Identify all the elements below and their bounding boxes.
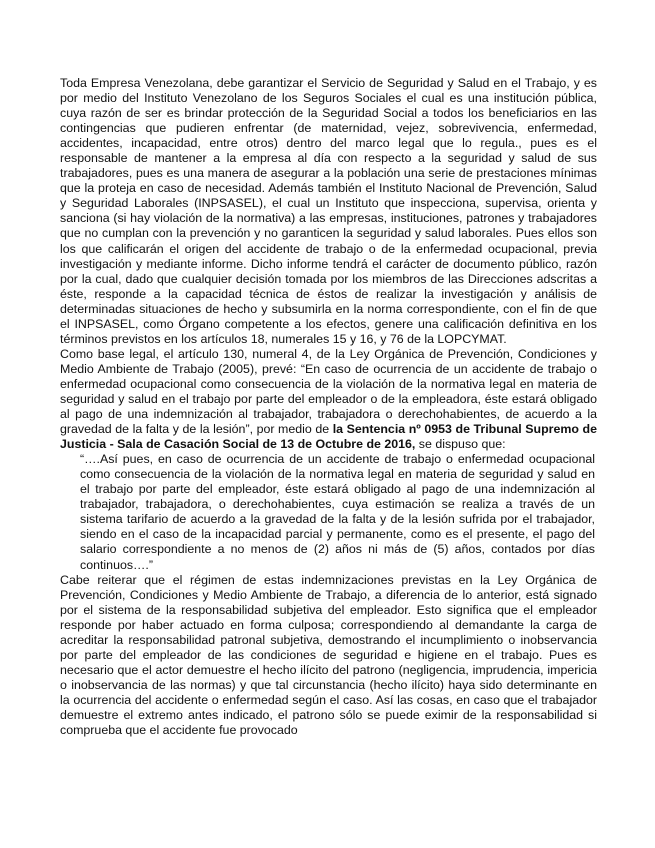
paragraph-2	[60, 347, 597, 452]
block-quote: “….Así pues, en caso de ocurrencia de un accidente de trabajo o enfermedad ocupacional como consecuencia de la violación de la normativa legal en materia de seguridad y salud en el trabajo por parte del empleador, éste estará obligado al pago de una indemnización al trabajador, trabajadora, o derechohabientes, cuya estimación se realiza a través de un sistema tarifario de acuerdo a la gravedad de la falta y de la lesión sufrida por el trabajador, siendo en el caso de la incapacidad parcial y permanente, como es el presente, el pago del salario correspondiente a no menos de (2) años ni más de (5) años, contados por días continuos….”	[80, 452, 595, 572]
paragraph-2-text: Como base legal, el artículo 130, numeral 4, de la Ley Orgánica de Prevención, Condiciones y Medio Ambiente de Trabajo (2005), prevé: “En caso de ocurrencia de un accidente de trabajo o enfermedad ocupacional como consecuencia de la violación de la normativa legal en materia de seguridad y salud en el trabajo por parte del empleador o de la empleadora, éste estará obligado al pago de una indemnización al trabajador, trabajadora o derechohabientes, de acuerdo a la gravedad de la falta y de la lesión”, por medio de	[60, 346, 597, 437]
paragraph-2-end: se dispuso que:	[415, 437, 506, 452]
sentencia-reference: la Sentencia nº 0953 de Tribunal Supremo de Justicia - Sala de Casación Social de 13 de Octubre de 2016,	[60, 422, 597, 452]
paragraph-3: Cabe reiterar que el régimen de estas indemnizaciones previstas en la Ley Orgánica de Prevención, Condiciones y Medio Ambiente de Trabajo, a diferencia de lo anterior, está signado por el sistema de la responsabilidad subjetiva del empleador. Esto significa que el empleador responde por haber actuado en forma culposa; correspondiendo al demandante la carga de acreditar la responsabilidad patronal subjetiva, demostrando el incumplimiento o inobservancia por parte del empleador de las condiciones de seguridad e higiene en el trabajo. Pues es necesario que el actor demuestre el hecho ilícito del patrono (negligencia, imprudencia, impericia o inobservancia de las normas) y que tal circunstancia (hecho ilícito) haya sido determinante en la ocurrencia del accidente o enfermedad según el caso. Así las cosas, en caso que el trabajador demuestre el extremo antes indicado, el patrono sólo se puede eximir de la responsabilidad si comprueba que el accidente fue provocado	[60, 572, 597, 738]
paragraph-1: Toda Empresa Venezolana, debe garantizar el Servicio de Seguridad y Salud en el Trabajo, y es por medio del Instituto Venezolano de los Seguros Sociales el cual es una institución pública, cuya razón de ser es brindar protección de la Seguridad Social a todos los beneficiarios en las contingencias que pudieren enfrentar (de maternidad, vejez, sobrevivencia, enfermedad, accidentes, incapacidad, entre otros) dentro del marco legal que lo regula., pues es el responsable de mantener a la empresa al día con respecto a la seguridad y salud de sus trabajadores, pues es una manera de asegurar a la población una serie de prestaciones mínimas que la proteja en caso de necesidad. Además también el Instituto Nacional de Prevención, Salud y Seguridad Laborales (INPSASEL), el cual un Instituto que inspecciona, supervisa, orienta y sanciona (si hay violación de la normativa) a las empresas, instituciones, patrones y trabajadores que no cumplan con la prevención y no garanticen la seguridad y salud laborales. Pues ellos son los que calificarán el origen del accidente de trabajo o de la enfermedad ocupacional, previa investigación y mediante informe. Dicho informe tendrá el carácter de documento público, razón por la cual, dado que cualquier decisión tomada por los miembros de las Direcciones adscritas a éste, responde a la capacidad técnica de éstos de realizar la investigación y análisis de determinadas situaciones de hecho y subsumirla en la norma correspondiente, con el fin de que el INPSASEL, como Órgano competente a los efectos, genere una calificación definitiva en los términos previstos en los artículos 18, numerales 15 y 16, y 76 de la LOPCYMAT.	[60, 76, 597, 346]
document-page	[60, 76, 597, 738]
